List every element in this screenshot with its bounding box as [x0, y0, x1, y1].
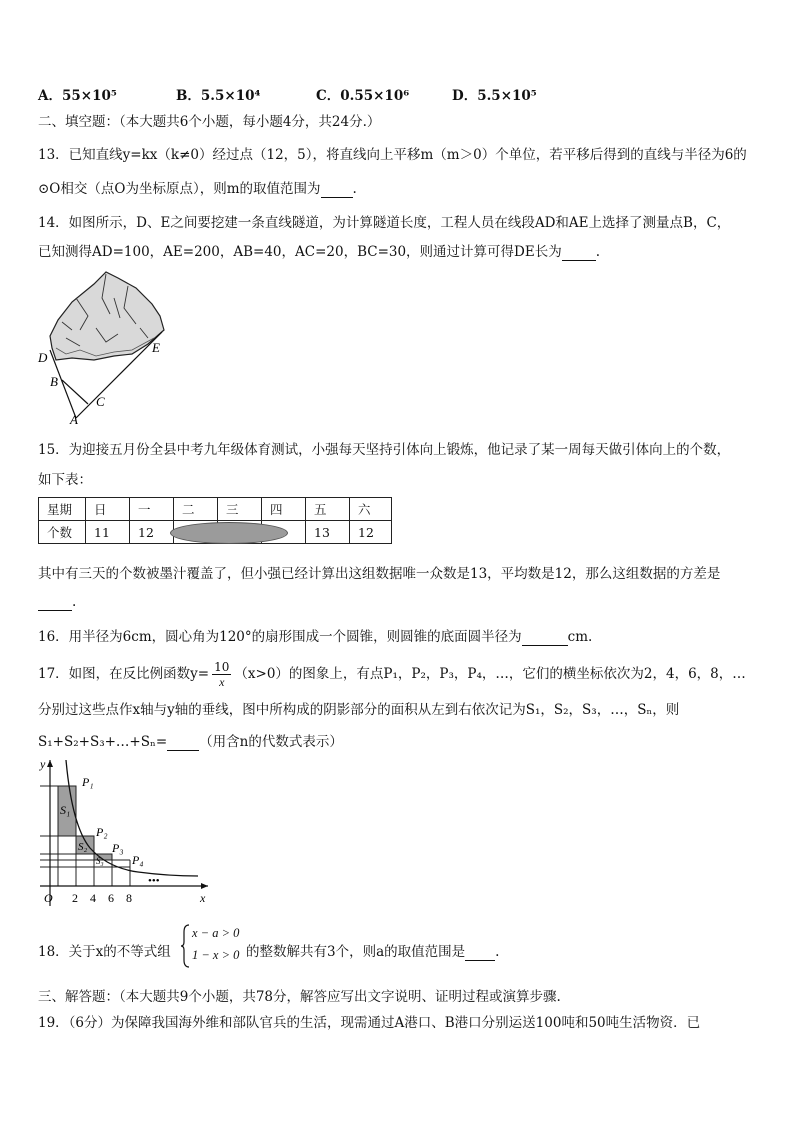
tick-label: 6	[108, 891, 114, 905]
q18-period: .	[495, 944, 500, 960]
table-cell: 11	[86, 521, 130, 544]
choice-c: C．0.55×10⁶	[316, 88, 410, 104]
q15-line1: 15．为迎接五月份全县中考九年级体育测试，小强每天坚持引体向上锻炼，他记录了某一周每天做引体向上的个数，	[38, 442, 731, 458]
q17-text: 17．如图，在反比例函数y=	[38, 666, 210, 682]
fraction	[212, 660, 231, 689]
q14-line2	[38, 240, 600, 261]
answer-blank	[38, 594, 72, 611]
q19-line: 19．（6分）为保障我国海外维和部队官兵的生活，现需通过A港口、B港口分别运送100吨和50吨生活物资．已	[38, 1015, 701, 1031]
table-cell: 12	[130, 521, 174, 544]
answer-blank	[522, 629, 568, 646]
label-e: E	[152, 340, 160, 355]
q17-text-cont: （x>0）的图象上，有点P₁，P₂，P₃，P₄，…，它们的横坐标依次为2，4，6，8，…	[234, 666, 746, 682]
table-cell: 三	[218, 498, 262, 521]
q16-unit: cm.	[567, 629, 593, 645]
label-p2: P₂	[96, 825, 108, 839]
axis-y-label: y	[40, 757, 46, 771]
fraction-numerator: 10	[214, 660, 230, 674]
q13-line2	[38, 177, 357, 198]
choice-a: A．55×10⁵	[38, 88, 117, 104]
label-d: D	[38, 350, 48, 365]
choice-b: B．5.5×10⁴	[176, 88, 261, 104]
section-2-heading: 二、填空题：（本大题共6个小题，每小题4分，共24分.）	[38, 114, 381, 130]
q17-sum: S₁+S₂+S₃+…+Sₙ=	[38, 734, 168, 750]
table-cell: 一	[130, 498, 174, 521]
fraction-denominator: x	[219, 675, 225, 689]
q17-graph	[38, 756, 220, 908]
label-a: A	[70, 412, 78, 426]
q14-period: .	[595, 244, 601, 260]
table-cell: 五	[306, 498, 350, 521]
label-s1: S₁	[60, 803, 71, 817]
q17-hint: （用含n的代数式表示）	[199, 734, 343, 750]
q17-line3	[38, 730, 343, 751]
table-row	[39, 498, 392, 521]
q16-text: 16．用半径为6cm，圆心角为120°的扇形围成一个圆锥，则圆锥的底面圆半径为	[38, 629, 522, 645]
table-cell: 二	[174, 498, 218, 521]
q15-line3: 其中有三天的个数被墨汁覆盖了，但小强已经计算出这组数据唯一众数是13，平均数是12，那么这组数据的方差是	[38, 566, 721, 582]
q15-line2: 如下表：	[38, 472, 92, 488]
table-cell: 星期	[39, 498, 86, 521]
answer-blank	[562, 244, 596, 261]
table-cell: 个数	[39, 521, 86, 544]
table-cell: 12	[350, 521, 392, 544]
table-cell: 六	[350, 498, 392, 521]
label-p4: P₄	[132, 853, 144, 867]
q18-text: 的整数解共有3个，则a的取值范围是	[246, 944, 466, 960]
q15-period: .	[72, 594, 77, 610]
q15-line4	[38, 594, 76, 611]
ellipsis-dots: •••	[148, 875, 160, 887]
section-3-heading: 三、解答题：（本大题共9个小题，共78分，解答应写出文字说明、证明过程或演算步骤.	[38, 989, 561, 1005]
table-cell: 13	[306, 521, 350, 544]
axis-x-label: x	[200, 891, 206, 905]
choice-d: D．5.5×10⁵	[452, 88, 537, 104]
q13-line1: 13．已知直线y=kx（k≠0）经过点（12，5），将直线向上平移m（m＞0）个单位，若平移后得到的直线与半径为6的	[38, 147, 747, 163]
label-s2: S₂	[78, 841, 88, 853]
ink-blot	[170, 522, 288, 544]
tick-label: 8	[126, 891, 132, 905]
table-cell: 日	[86, 498, 130, 521]
answer-choices	[38, 84, 537, 104]
answer-blank	[465, 944, 495, 961]
q14-line1: 14．如图所示，D、E之间要挖建一条直线隧道，为计算隧道长度，工程人员在线段AD和AE上选择了测量点B，C，	[38, 215, 731, 231]
q14-text: 已知测得AD=100，AE=200，AB=40，AC=20，BC=30，则通过计算可得DE长为	[38, 244, 562, 260]
q14-mountain-figure	[36, 268, 176, 426]
answer-blank	[167, 734, 199, 751]
q17-line1	[38, 660, 746, 689]
tick-label: 2	[72, 891, 78, 905]
label-p1: P₁	[82, 775, 94, 789]
q18-suffix	[246, 940, 499, 961]
tick-label: 4	[90, 891, 96, 905]
q16-line	[38, 625, 592, 646]
inequality-2: 1 − x > 0	[192, 948, 240, 962]
label-p3: P₃	[112, 841, 124, 855]
inequality-1: x − a > 0	[192, 926, 240, 940]
label-c: C	[96, 394, 105, 409]
q17-line2: 分别过这些点作x轴与y轴的垂线，图中所构成的阴影部分的面积从左到右依次记为S₁，S₂，S₃，…，Sₙ，则	[38, 702, 680, 718]
q18-prefix: 18．关于x的不等式组	[38, 944, 171, 960]
answer-blank	[321, 181, 353, 198]
inequality-system	[180, 924, 244, 968]
left-brace-icon	[180, 924, 190, 968]
label-s3: S₃	[96, 856, 104, 866]
q13-text: ⊙O相交（点O为坐标原点），则m的取值范围为	[38, 181, 321, 197]
q13-period: .	[352, 181, 357, 197]
origin-label: O	[44, 891, 53, 905]
label-b: B	[50, 374, 58, 389]
table-cell: 四	[262, 498, 306, 521]
